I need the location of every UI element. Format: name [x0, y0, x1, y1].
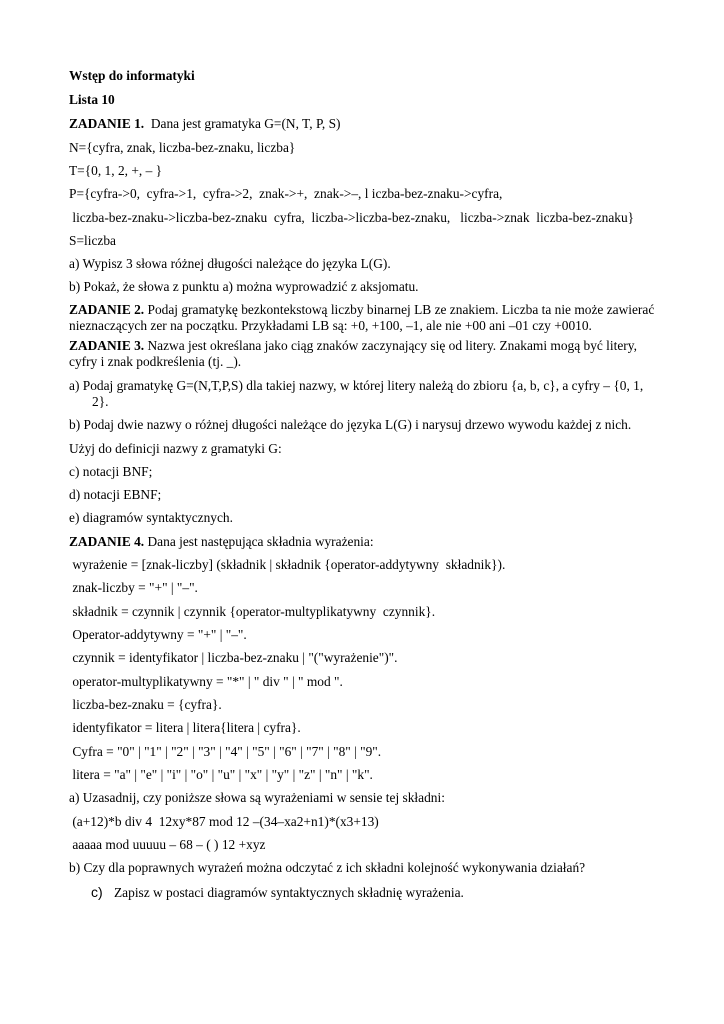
task-4-intro: Dana jest następująca składnia wyrażenia: [144, 534, 374, 549]
task-4-part-b: b) Czy dla poprawnych wyrażeń można odczytać z ich składni kolejność wykonywania działań? [69, 860, 586, 875]
task-4-part-c [91, 884, 464, 901]
task-3-text: Nazwa jest określana jako ciąg znaków zaczynający się od litery. Znakami mogą być litery, cyfry i znak podkreślenia (tj. _). [69, 338, 637, 369]
grammar-rule: operator-multyplikatywny = "*" | " div " | " mod ". [69, 674, 343, 689]
grammar-rule: czynnik = identyfikator | liczba-bez-znaku | "("wyrażenie")". [69, 650, 398, 665]
task-4-expression-1: (a+12)*b div 4 12xy*87 mod 12 –(34–xa2+n1)*(x3+13) [69, 814, 379, 829]
task-1-label: ZADANIE 1. [69, 116, 145, 131]
task-4-expression-2: aaaaa mod uuuuu – 68 – ( ) 12 +xyz [69, 837, 266, 852]
grammar-rule: wyrażenie = [znak-liczby] (składnik | składnik {operator-addytywny składnik}). [69, 557, 506, 572]
task-2-label: ZADANIE 2. [69, 302, 145, 317]
grammar-rule: Operator-addytywny = "+" | "–". [69, 627, 247, 642]
task-3-use-note: Użyj do definicji nazwy z gramatyki G: [69, 441, 282, 456]
task-4-part-c-text: Zapisz w postaci diagramów syntaktycznych składnię wyrażenia. [114, 885, 464, 900]
task-2-text: Podaj gramatykę bezkontekstową liczby binarnej LB ze znakiem. Liczba ta nie może zawierać nieznaczących zer na początku. Przykładami LB są: +0, +100, –1, ale nie +00 ani –01 czy +0010. [69, 302, 655, 333]
task-3-part-b: b) Podaj dwie nazwy o różnej długości należące do języka L(G) i narysuj drzewo wywodu każdej z nich. [69, 417, 632, 432]
task-3-part-a-line2: 2}. [92, 394, 109, 409]
task-4-heading [69, 534, 374, 550]
task-1-productions-line1: P={cyfra->0, cyfra->1, cyfra->2, znak->+, znak->–, l iczba-bez-znaku->cyfra, [69, 186, 503, 201]
grammar-rule: znak-liczby = "+" | "–". [69, 580, 198, 595]
task-1-heading [69, 116, 341, 132]
task-1-part-b: b) Pokaż, że słowa z punktu a) można wyprowadzić z aksjomatu. [69, 279, 419, 294]
task-1-intro: Dana jest gramatyka G=(N, T, P, S) [144, 116, 341, 131]
task-1-productions-line2: liczba-bez-znaku->liczba-bez-znaku cyfra, liczba->liczba-bez-znaku, liczba->znak liczba-bez-znaku} [69, 210, 635, 225]
task-3-part-d: d) notacji EBNF; [69, 487, 162, 502]
task-3-label: ZADANIE 3. [69, 338, 145, 353]
task-3-part-e: e) diagramów syntaktycznych. [69, 510, 233, 525]
task-1-axiom: S=liczba [69, 233, 116, 248]
course-title: Wstęp do informatyki [69, 68, 195, 83]
task-3-part-a-line1: a) Podaj gramatykę G=(N,T,P,S) dla takiej nazwy, w której litery należą do zbioru {a, b, c}, a cyfry – {0, 1, [69, 378, 644, 393]
task-1-nonterminals: N={cyfra, znak, liczba-bez-znaku, liczba} [69, 140, 296, 155]
list-title: Lista 10 [69, 92, 115, 107]
task-4-part-c-letter: c) [91, 884, 103, 900]
grammar-rule: składnik = czynnik | czynnik {operator-multyplikatywny czynnik}. [69, 604, 436, 619]
task-1-terminals: T={0, 1, 2, +, – } [69, 163, 163, 178]
grammar-rule: identyfikator = litera | litera{litera | cyfra}. [69, 720, 301, 735]
task-4-part-a: a) Uzasadnij, czy poniższe słowa są wyrażeniami w sensie tej składni: [69, 790, 445, 805]
task-2-paragraph [69, 302, 659, 334]
task-1-part-a: a) Wypisz 3 słowa różnej długości należące do języka L(G). [69, 256, 391, 271]
grammar-rule: Cyfra = "0" | "1" | "2" | "3" | "4" | "5" | "6" | "7" | "8" | "9". [69, 744, 382, 759]
grammar-rule: litera = "a" | "e" | "i" | "o" | "u" | "x" | "y" | "z" | "n" | "k". [69, 767, 373, 782]
task-4-label: ZADANIE 4. [69, 534, 145, 549]
task-3-paragraph [69, 338, 659, 370]
task-3-part-c: c) notacji BNF; [69, 464, 153, 479]
grammar-rule: liczba-bez-znaku = {cyfra}. [69, 697, 222, 712]
